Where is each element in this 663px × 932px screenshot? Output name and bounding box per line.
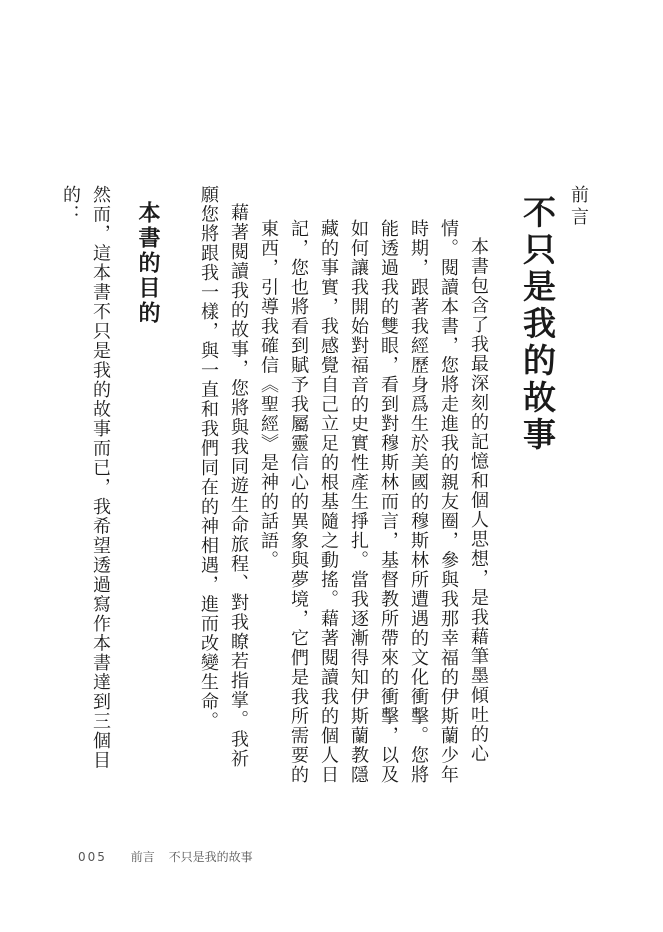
body-paragraph-2: 藉著閱讀我的故事，您將與我同遊生命旅程、對我瞭若指掌。我祈願您將跟我一樣，與一直和我們同在的神相遇，進而改變生命。: [198, 185, 249, 769]
body-paragraph-1: 本書包含了我最深刻的記憶和個人思想，是我藉筆墨傾吐的心情。閱讀本書，您將走進我的親友圈，參與我那幸福的伊斯蘭少年時期，跟著我經歷身爲生於美國的穆斯林所遭遇的文化衝擊。您將能透過我的雙眼，看到對穆斯林而言，基督教所帶來的衝擊，以及如何讓我開始對福音的史實性產生掙扎。當我逐漸得知伊斯蘭教隱藏的事實，我感覺自己立足的根基隨之動搖。藉著閱讀我的個人日記，您也將看到賦予我屬靈信心的異象與夢境，它們是我所需要的東西，引導我確信《聖經》是神的話語。: [258, 219, 489, 785]
running-header-chapter: 前言: [130, 850, 155, 864]
chapter-title: 不只是我的故事: [518, 195, 557, 454]
page-footer: [78, 848, 253, 865]
chapter-label: 前言: [568, 185, 589, 229]
section-paragraph: 然而，這本書不只是我的故事而已，我希望透過寫作本書達到三個目的：: [60, 185, 111, 770]
running-header-title: 不只是我的故事: [168, 850, 253, 864]
section-heading: 本書的目的: [135, 201, 161, 326]
vertical-text-body: [55, 185, 593, 785]
page-number: 005: [78, 850, 107, 864]
